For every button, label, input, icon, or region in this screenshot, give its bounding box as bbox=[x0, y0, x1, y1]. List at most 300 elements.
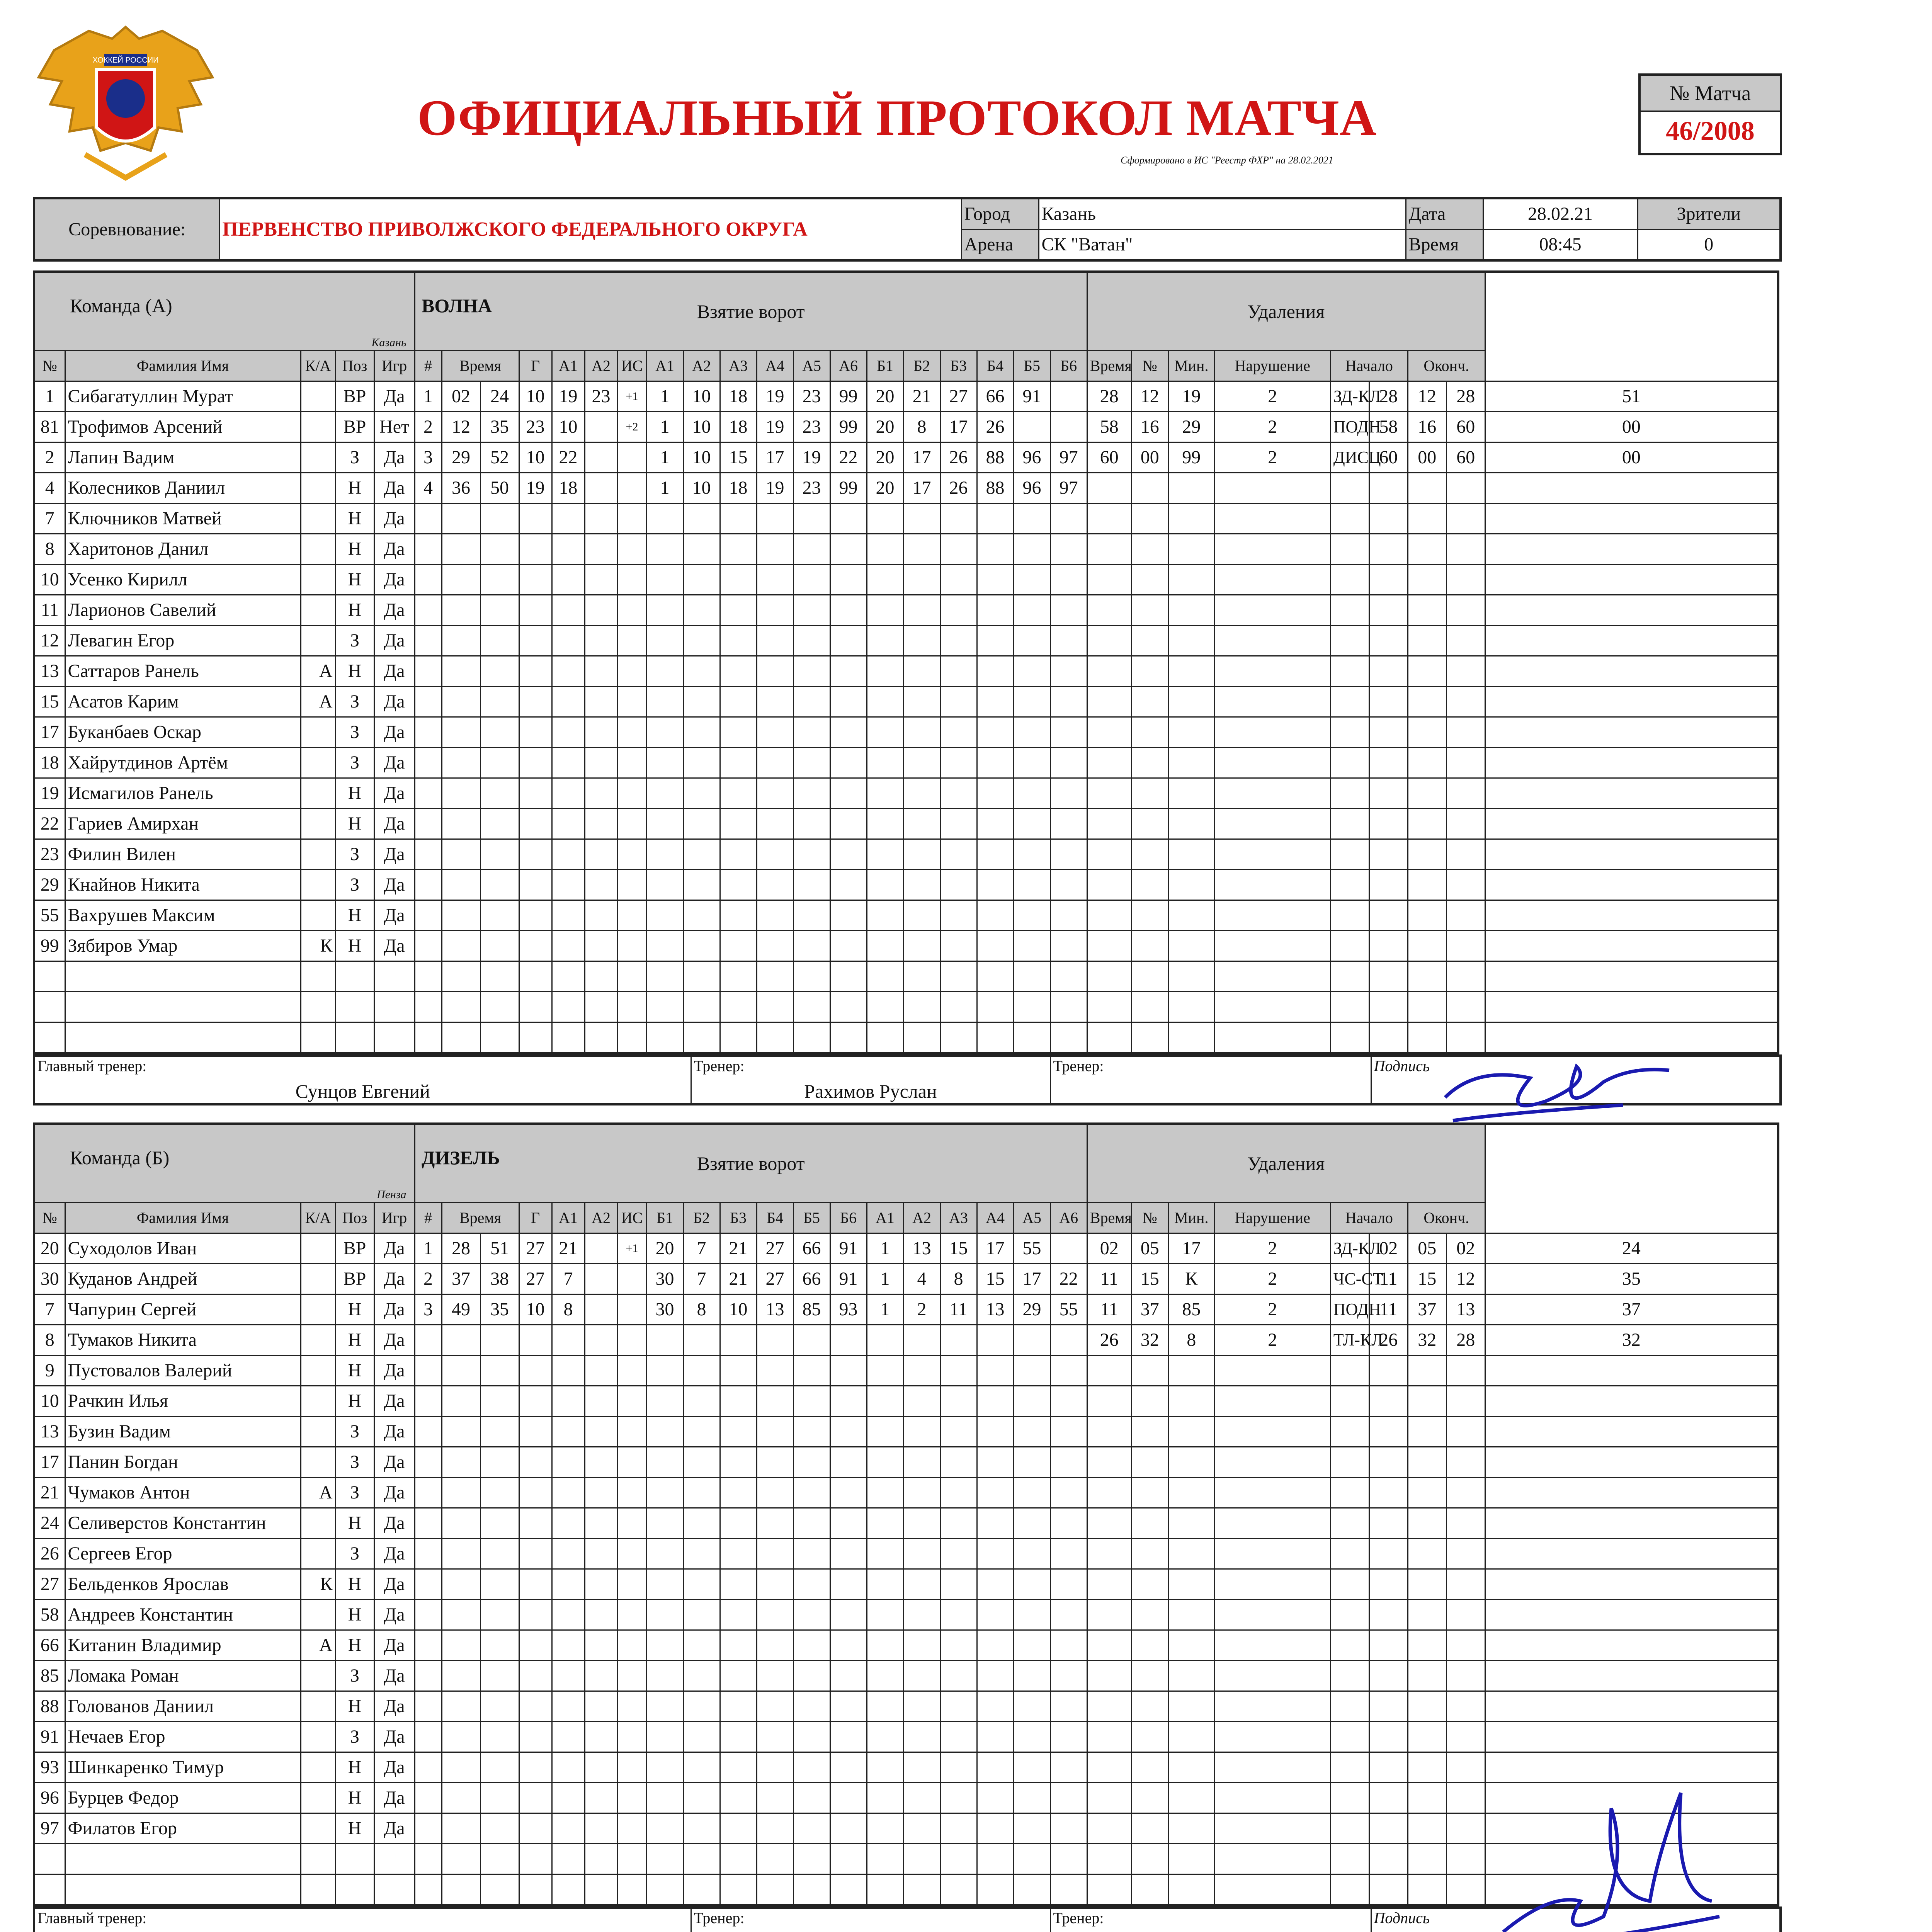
onice-opp-player: 17 bbox=[903, 473, 940, 503]
penalty-player bbox=[1168, 687, 1214, 717]
onice-own-player bbox=[793, 1691, 830, 1722]
player-name: Кнайнов Никита bbox=[65, 870, 301, 900]
penalty-minutes bbox=[1214, 1508, 1330, 1539]
penalty-start-second bbox=[1408, 1722, 1446, 1752]
penalty-end-second bbox=[1485, 900, 1778, 931]
penalty-minute bbox=[1087, 1783, 1131, 1813]
player-name: Филин Вилен bbox=[65, 839, 301, 870]
penalty-end-minute bbox=[1446, 778, 1485, 809]
goal-number bbox=[415, 1752, 442, 1783]
onice-opp-player bbox=[940, 687, 977, 717]
table-row bbox=[34, 656, 1778, 687]
penalty-player bbox=[1168, 870, 1214, 900]
penalty-end-minute bbox=[1446, 1417, 1485, 1447]
onice-opp-player bbox=[867, 839, 903, 870]
player-role bbox=[301, 1447, 335, 1478]
team_a-goals-header: Взятие ворот bbox=[415, 272, 1087, 351]
goal-second bbox=[480, 1508, 519, 1539]
player-played: Да bbox=[374, 595, 415, 626]
goal-assist-1 bbox=[552, 809, 585, 839]
goal-number bbox=[415, 534, 442, 565]
penalty-end-second bbox=[1485, 656, 1778, 687]
player-played: Да bbox=[374, 1691, 415, 1722]
onice-own-player bbox=[720, 565, 757, 595]
goal-assist-1 bbox=[552, 1022, 585, 1054]
onice-own-player bbox=[720, 809, 757, 839]
onice-own-player bbox=[830, 626, 867, 656]
player-played: Да bbox=[374, 1783, 415, 1813]
onice-own-player: 23 bbox=[793, 412, 830, 442]
goal-scorer bbox=[519, 1783, 552, 1813]
onice-opp-player bbox=[940, 1874, 977, 1906]
onice-own-player bbox=[720, 900, 757, 931]
goal-number bbox=[415, 1630, 442, 1661]
onice-opp-player bbox=[1014, 1844, 1050, 1874]
goal-scorer bbox=[519, 992, 552, 1022]
penalty-player: 19 bbox=[1168, 381, 1214, 412]
date-value: 28.02.21 bbox=[1483, 198, 1638, 230]
penalty-second bbox=[1131, 778, 1168, 809]
table-row bbox=[34, 809, 1778, 839]
onice-opp-player bbox=[1050, 1630, 1087, 1661]
onice-opp-player bbox=[867, 1417, 903, 1447]
penalty-violation bbox=[1330, 931, 1369, 961]
onice-own-player bbox=[757, 534, 793, 565]
table-row bbox=[34, 1630, 1778, 1661]
penalty-end-minute bbox=[1446, 687, 1485, 717]
goal-second bbox=[480, 961, 519, 992]
penalty-end-minute bbox=[1446, 626, 1485, 656]
onice-own-player bbox=[646, 1539, 683, 1569]
penalty-minute bbox=[1087, 565, 1131, 595]
goal-scorer bbox=[519, 1325, 552, 1355]
onice-opp-player bbox=[1014, 1539, 1050, 1569]
penalty-violation bbox=[1330, 1844, 1369, 1874]
table-row bbox=[34, 534, 1778, 565]
team_b-header-play: Игр bbox=[374, 1203, 415, 1233]
onice-opp-player bbox=[977, 1783, 1014, 1813]
player-name: Китанин Владимир bbox=[65, 1630, 301, 1661]
onice-opp-player bbox=[903, 1874, 940, 1906]
player-number: 93 bbox=[34, 1752, 65, 1783]
goal-scorer bbox=[519, 870, 552, 900]
penalty-end-second bbox=[1485, 1447, 1778, 1478]
team_b-header-pen-end: Оконч. bbox=[1408, 1203, 1485, 1233]
player-position: З bbox=[335, 748, 374, 778]
player-role bbox=[301, 748, 335, 778]
goal-assist-1: 8 bbox=[552, 1294, 585, 1325]
penalty-minutes bbox=[1214, 1844, 1330, 1874]
goal-assist-2 bbox=[585, 1569, 617, 1600]
penalty-second bbox=[1131, 900, 1168, 931]
goal-scorer bbox=[519, 534, 552, 565]
penalty-end-minute: 28 bbox=[1446, 1325, 1485, 1355]
onice-opp-player bbox=[977, 1355, 1014, 1386]
goal-assist-1 bbox=[552, 870, 585, 900]
penalty-start-minute: 02 bbox=[1369, 1233, 1408, 1264]
onice-opp-player bbox=[1050, 595, 1087, 626]
penalty-start-second: 00 bbox=[1408, 442, 1446, 473]
onice-opp-player bbox=[1050, 870, 1087, 900]
player-role bbox=[301, 1294, 335, 1325]
player-name: Исмагилов Ранель bbox=[65, 778, 301, 809]
onice-opp-player: 20 bbox=[867, 412, 903, 442]
onice-own-player bbox=[683, 1386, 720, 1417]
player-name bbox=[65, 1874, 301, 1906]
onice-own-player: 22 bbox=[830, 442, 867, 473]
penalty-start-minute: 60 bbox=[1369, 442, 1408, 473]
onice-own-player bbox=[646, 1783, 683, 1813]
penalty-start-second bbox=[1408, 1752, 1446, 1783]
player-position: Н bbox=[335, 1355, 374, 1386]
onice-own-player bbox=[757, 809, 793, 839]
onice-opp-player bbox=[940, 1417, 977, 1447]
goal-assist-2 bbox=[585, 1022, 617, 1054]
table-row bbox=[34, 748, 1778, 778]
team_b-header-pen-time: Время bbox=[1087, 1203, 1131, 1233]
penalty-end-minute bbox=[1446, 1386, 1485, 1417]
goal-number bbox=[415, 1722, 442, 1752]
onice-opp-player bbox=[903, 1630, 940, 1661]
onice-own-player bbox=[793, 931, 830, 961]
player-played: Да bbox=[374, 1294, 415, 1325]
goal-strength bbox=[617, 503, 646, 534]
onice-own-player bbox=[793, 778, 830, 809]
goal-scorer bbox=[519, 1447, 552, 1478]
penalty-minute bbox=[1087, 656, 1131, 687]
onice-own-player bbox=[646, 931, 683, 961]
coach-b-signature bbox=[1488, 1777, 1758, 1932]
player-position: З bbox=[335, 687, 374, 717]
penalty-player bbox=[1168, 1630, 1214, 1661]
onice-own-player bbox=[646, 565, 683, 595]
penalty-start-minute bbox=[1369, 565, 1408, 595]
onice-opp-player bbox=[1014, 778, 1050, 809]
onice-own-player bbox=[793, 1813, 830, 1844]
onice-opp-player bbox=[903, 1752, 940, 1783]
onice-opp-player bbox=[867, 1874, 903, 1906]
onice-own-player bbox=[793, 1722, 830, 1752]
penalty-start-second bbox=[1408, 1355, 1446, 1386]
goal-minute: 37 bbox=[442, 1264, 480, 1294]
player-played: Да bbox=[374, 717, 415, 748]
penalty-violation bbox=[1330, 778, 1369, 809]
player-role bbox=[301, 565, 335, 595]
goal-scorer bbox=[519, 687, 552, 717]
goal-second bbox=[480, 503, 519, 534]
onice-opp-player: 13 bbox=[977, 1294, 1014, 1325]
onice-opp-player bbox=[940, 1661, 977, 1691]
goal-minute bbox=[442, 1355, 480, 1386]
goal-assist-1 bbox=[552, 1386, 585, 1417]
penalty-start-second bbox=[1408, 1569, 1446, 1600]
onice-own-player bbox=[683, 992, 720, 1022]
onice-opp-player bbox=[903, 595, 940, 626]
penalty-minutes bbox=[1214, 992, 1330, 1022]
onice-own-player bbox=[720, 503, 757, 534]
onice-own-player bbox=[720, 1447, 757, 1478]
penalty-start-minute: 11 bbox=[1369, 1264, 1408, 1294]
penalty-minute bbox=[1087, 1691, 1131, 1722]
onice-own-player bbox=[757, 503, 793, 534]
penalty-end-second: 51 bbox=[1485, 381, 1778, 412]
goal-scorer: 10 bbox=[519, 381, 552, 412]
penalty-start-minute bbox=[1369, 1752, 1408, 1783]
penalty-minute: 58 bbox=[1087, 412, 1131, 442]
onice-opp-player bbox=[903, 778, 940, 809]
penalty-minute bbox=[1087, 778, 1131, 809]
onice-own-player bbox=[720, 748, 757, 778]
onice-own-player bbox=[720, 961, 757, 992]
player-position: ВР bbox=[335, 412, 374, 442]
team_b-header-onice-opp-3: А3 bbox=[940, 1203, 977, 1233]
goal-minute bbox=[442, 1661, 480, 1691]
penalty-minutes bbox=[1214, 1630, 1330, 1661]
penalty-second bbox=[1131, 961, 1168, 992]
onice-opp-player bbox=[1050, 748, 1087, 778]
player-name: Тумаков Никита bbox=[65, 1325, 301, 1355]
penalty-minutes bbox=[1214, 1752, 1330, 1783]
player-number: 9 bbox=[34, 1355, 65, 1386]
goal-scorer bbox=[519, 717, 552, 748]
penalty-second bbox=[1131, 992, 1168, 1022]
competition-name: ПЕРВЕНСТВО ПРИВОЛЖСКОГО ФЕДЕРАЛЬНОГО ОКРУГА bbox=[219, 198, 961, 260]
goal-minute: 12 bbox=[442, 412, 480, 442]
goal-number bbox=[415, 1447, 442, 1478]
goal-assist-1 bbox=[552, 626, 585, 656]
penalty-end-second bbox=[1485, 534, 1778, 565]
table-row bbox=[34, 595, 1778, 626]
penalty-second bbox=[1131, 1600, 1168, 1630]
onice-opp-player bbox=[940, 1600, 977, 1630]
onice-opp-player bbox=[940, 656, 977, 687]
onice-own-player bbox=[757, 1844, 793, 1874]
onice-opp-player bbox=[903, 931, 940, 961]
onice-own-player bbox=[683, 931, 720, 961]
penalty-start-minute bbox=[1369, 1661, 1408, 1691]
penalty-end-second bbox=[1485, 1600, 1778, 1630]
goal-scorer bbox=[519, 839, 552, 870]
penalty-end-minute bbox=[1446, 1508, 1485, 1539]
team_b-header-onice-own-4: Б4 bbox=[757, 1203, 793, 1233]
penalty-start-minute bbox=[1369, 809, 1408, 839]
goal-strength bbox=[617, 961, 646, 992]
goal-number bbox=[415, 1539, 442, 1569]
team_a-head-coach-name: Сунцов Евгений bbox=[295, 1080, 430, 1102]
player-number: 7 bbox=[34, 1294, 65, 1325]
player-name: Ларионов Савелий bbox=[65, 595, 301, 626]
goal-minute bbox=[442, 1874, 480, 1906]
onice-opp-player bbox=[1014, 1813, 1050, 1844]
goal-strength bbox=[617, 1508, 646, 1539]
player-position: З bbox=[335, 1722, 374, 1752]
player-played bbox=[374, 1022, 415, 1054]
svg-text:ХОККЕЙ РОССИИ: ХОККЕЙ РОССИИ bbox=[92, 56, 159, 65]
player-position bbox=[335, 1874, 374, 1906]
player-name: Харитонов Данил bbox=[65, 534, 301, 565]
player-number: 88 bbox=[34, 1691, 65, 1722]
penalty-second bbox=[1131, 1722, 1168, 1752]
onice-opp-player bbox=[1050, 1386, 1087, 1417]
penalty-player bbox=[1168, 626, 1214, 656]
player-position: Н bbox=[335, 1386, 374, 1417]
table-row bbox=[34, 1508, 1778, 1539]
player-name bbox=[65, 992, 301, 1022]
player-position: Н bbox=[335, 503, 374, 534]
goal-number bbox=[415, 778, 442, 809]
goal-scorer bbox=[519, 595, 552, 626]
player-played: Да bbox=[374, 1752, 415, 1783]
team_a-header-goal: Г bbox=[519, 351, 552, 381]
goal-strength bbox=[617, 809, 646, 839]
penalty-player bbox=[1168, 565, 1214, 595]
penalty-minutes: 2 bbox=[1214, 1325, 1330, 1355]
penalty-start-second bbox=[1408, 931, 1446, 961]
table-row bbox=[34, 381, 1778, 412]
onice-opp-player bbox=[867, 717, 903, 748]
player-position: Н bbox=[335, 778, 374, 809]
onice-own-player bbox=[683, 900, 720, 931]
match-number-label: № Матча bbox=[1641, 76, 1780, 112]
team_b-head-coach-cell bbox=[34, 1908, 691, 1932]
penalty-second bbox=[1131, 1630, 1168, 1661]
player-number: 1 bbox=[34, 381, 65, 412]
onice-own-player bbox=[793, 1355, 830, 1386]
player-number: 17 bbox=[34, 1447, 65, 1478]
team_b-header-goal-time: Время bbox=[442, 1203, 519, 1233]
onice-opp-player bbox=[867, 809, 903, 839]
penalty-end-minute: 28 bbox=[1446, 381, 1485, 412]
penalty-second bbox=[1131, 931, 1168, 961]
onice-opp-player bbox=[940, 1630, 977, 1661]
onice-opp-player bbox=[977, 1752, 1014, 1783]
goal-assist-1 bbox=[552, 687, 585, 717]
onice-opp-player bbox=[867, 931, 903, 961]
goal-scorer bbox=[519, 1022, 552, 1054]
onice-opp-player bbox=[977, 778, 1014, 809]
onice-own-player bbox=[830, 503, 867, 534]
player-position: З bbox=[335, 839, 374, 870]
onice-opp-player: 13 bbox=[903, 1233, 940, 1264]
player-name: Асатов Карим bbox=[65, 687, 301, 717]
onice-opp-player bbox=[867, 1355, 903, 1386]
goal-scorer bbox=[519, 503, 552, 534]
goal-strength bbox=[617, 1752, 646, 1783]
penalty-end-minute bbox=[1446, 1691, 1485, 1722]
team_b-header-onice-own-1: Б1 bbox=[646, 1203, 683, 1233]
goal-minute bbox=[442, 503, 480, 534]
onice-own-player bbox=[720, 656, 757, 687]
onice-opp-player: 97 bbox=[1050, 473, 1087, 503]
onice-opp-player bbox=[903, 1417, 940, 1447]
onice-opp-player bbox=[867, 534, 903, 565]
onice-opp-player bbox=[1014, 687, 1050, 717]
onice-opp-player bbox=[903, 1722, 940, 1752]
penalty-start-second bbox=[1408, 961, 1446, 992]
penalty-player bbox=[1168, 1417, 1214, 1447]
goal-second bbox=[480, 839, 519, 870]
goal-minute bbox=[442, 961, 480, 992]
player-role bbox=[301, 1722, 335, 1752]
penalty-start-second bbox=[1408, 809, 1446, 839]
penalty-second: 05 bbox=[1131, 1233, 1168, 1264]
player-role bbox=[301, 1874, 335, 1906]
goal-assist-1 bbox=[552, 1478, 585, 1508]
onice-own-player bbox=[720, 1508, 757, 1539]
penalty-player: 8 bbox=[1168, 1325, 1214, 1355]
penalty-end-second: 37 bbox=[1485, 1294, 1778, 1325]
goal-assist-2 bbox=[585, 1661, 617, 1691]
goal-assist-2 bbox=[585, 1478, 617, 1508]
team_a-name: ВОЛНА bbox=[422, 295, 492, 316]
goal-scorer bbox=[519, 961, 552, 992]
penalty-end-second bbox=[1485, 1630, 1778, 1661]
onice-opp-player bbox=[903, 870, 940, 900]
onice-opp-player bbox=[1014, 1722, 1050, 1752]
onice-opp-player bbox=[1050, 1508, 1087, 1539]
onice-opp-player bbox=[1014, 626, 1050, 656]
penalty-violation: ТЛ-КЛ bbox=[1330, 1325, 1369, 1355]
onice-own-player bbox=[793, 1386, 830, 1417]
onice-own-player bbox=[830, 1661, 867, 1691]
penalty-violation bbox=[1330, 1722, 1369, 1752]
onice-opp-player: 15 bbox=[940, 1233, 977, 1264]
penalty-player bbox=[1168, 1022, 1214, 1054]
player-played: Да bbox=[374, 473, 415, 503]
goal-minute bbox=[442, 1844, 480, 1874]
player-played: Да bbox=[374, 809, 415, 839]
goal-number bbox=[415, 717, 442, 748]
table-row bbox=[34, 870, 1778, 900]
team_a-header-a1: А1 bbox=[552, 351, 585, 381]
player-played: Да bbox=[374, 381, 415, 412]
penalty-second bbox=[1131, 1691, 1168, 1722]
penalty-start-minute bbox=[1369, 656, 1408, 687]
player-number: 20 bbox=[34, 1233, 65, 1264]
table-row bbox=[34, 992, 1778, 1022]
onice-opp-player bbox=[867, 1386, 903, 1417]
onice-opp-player bbox=[940, 1783, 977, 1813]
player-played: Да bbox=[374, 1355, 415, 1386]
team_a-header-onice-own-6: А6 bbox=[830, 351, 867, 381]
goal-assist-1 bbox=[552, 748, 585, 778]
goal-number bbox=[415, 1844, 442, 1874]
onice-opp-player: 97 bbox=[1050, 442, 1087, 473]
onice-opp-player bbox=[1050, 961, 1087, 992]
onice-opp-player bbox=[977, 1722, 1014, 1752]
penalty-minute bbox=[1087, 1478, 1131, 1508]
onice-own-player bbox=[793, 1478, 830, 1508]
onice-opp-player bbox=[1014, 1691, 1050, 1722]
onice-own-player bbox=[683, 1600, 720, 1630]
team_a-coach-2-cell bbox=[1050, 1056, 1371, 1104]
player-role: А bbox=[301, 1630, 335, 1661]
onice-own-player bbox=[830, 656, 867, 687]
penalty-player: 29 bbox=[1168, 412, 1214, 442]
goal-second bbox=[480, 809, 519, 839]
penalty-minutes bbox=[1214, 839, 1330, 870]
team_b-header-is: ИС bbox=[617, 1203, 646, 1233]
team_a-header-onice-opp-6: Б6 bbox=[1050, 351, 1087, 381]
goal-scorer bbox=[519, 1661, 552, 1691]
penalty-player bbox=[1168, 1386, 1214, 1417]
onice-own-player bbox=[757, 1022, 793, 1054]
team_b-header-goal-no: # bbox=[415, 1203, 442, 1233]
penalty-minute: 02 bbox=[1087, 1233, 1131, 1264]
penalty-end-minute bbox=[1446, 656, 1485, 687]
table-row bbox=[34, 839, 1778, 870]
onice-own-player bbox=[793, 687, 830, 717]
